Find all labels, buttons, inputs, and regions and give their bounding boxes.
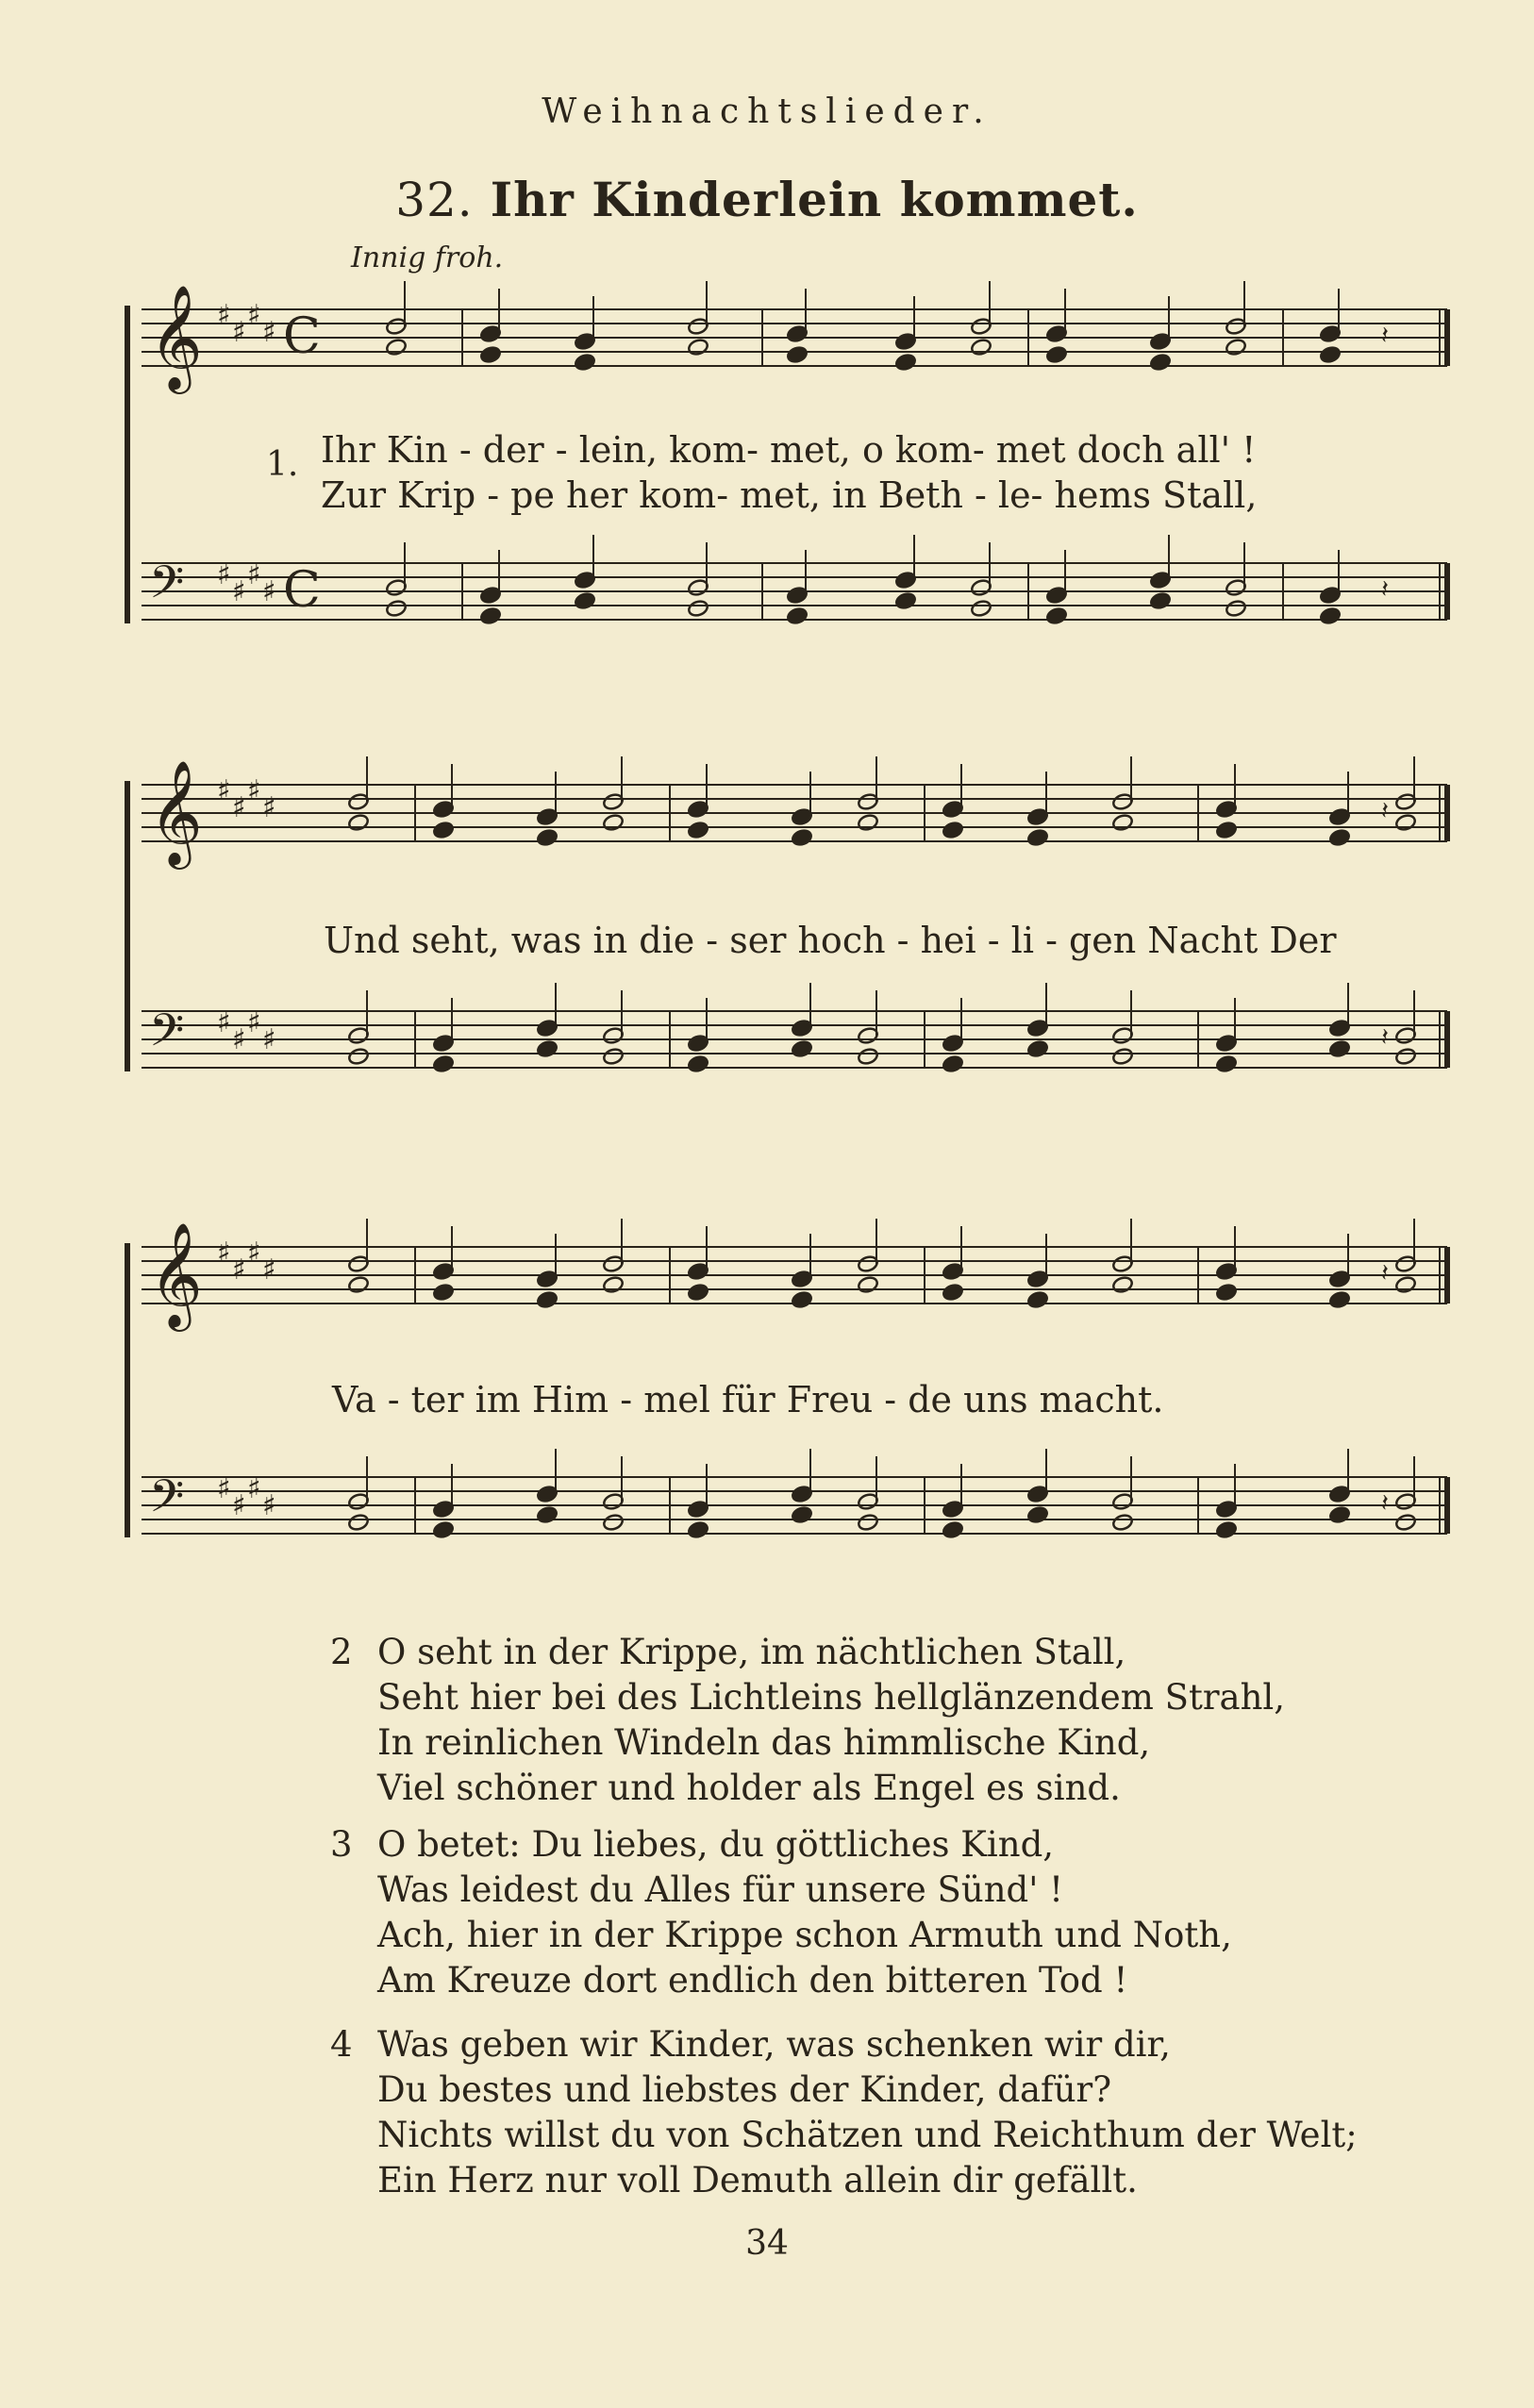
note-head bbox=[791, 828, 813, 847]
note-head bbox=[1111, 1513, 1134, 1532]
note-head bbox=[385, 599, 408, 618]
sharp-icon: ♯ bbox=[232, 1489, 246, 1522]
note-head bbox=[602, 1047, 625, 1066]
note-head bbox=[894, 591, 917, 610]
note-head bbox=[479, 345, 502, 364]
sharp-icon: ♯ bbox=[217, 299, 231, 332]
note-head bbox=[536, 1505, 559, 1524]
sharp-icon: ♯ bbox=[247, 774, 261, 807]
note-head bbox=[1215, 821, 1238, 839]
note-head bbox=[1215, 1520, 1238, 1539]
stanza-line: Nichts willst du von Schätzen und Reichthum der Welt; bbox=[377, 2115, 1358, 2155]
rest-icon: 𝄽 bbox=[1381, 322, 1389, 350]
note-head bbox=[1394, 1047, 1417, 1066]
note-head bbox=[791, 1039, 813, 1058]
rest-icon: 𝄽 bbox=[1381, 1489, 1389, 1518]
rest-icon: 𝄽 bbox=[1381, 1259, 1389, 1287]
note-head bbox=[1394, 813, 1417, 832]
bass-clef-icon: 𝄢 bbox=[149, 556, 185, 620]
stanza-line: In reinlichen Windeln das himmlische Kind, bbox=[377, 1722, 1151, 1763]
note-head bbox=[1026, 1039, 1049, 1058]
note-head bbox=[687, 821, 709, 839]
note-head bbox=[347, 813, 370, 832]
sharp-icon: ♯ bbox=[217, 774, 231, 807]
stanza-line: Am Kreuze dort endlich den bitteren Tod ! bbox=[377, 1960, 1128, 2001]
page-number: 34 bbox=[745, 2224, 789, 2263]
note-head bbox=[385, 338, 408, 357]
sharp-icon: ♯ bbox=[232, 791, 246, 824]
sharp-icon: ♯ bbox=[262, 1489, 276, 1522]
sharp-icon: ♯ bbox=[247, 558, 261, 591]
note-head bbox=[687, 599, 709, 618]
note-head bbox=[1215, 1283, 1238, 1302]
note-head bbox=[857, 1047, 879, 1066]
tempo-marking: Innig froh. bbox=[351, 241, 504, 274]
note-head bbox=[602, 1275, 625, 1294]
note-head bbox=[1328, 828, 1351, 847]
treble-clef-icon: 𝄞 bbox=[149, 284, 203, 390]
sharp-icon: ♯ bbox=[247, 299, 261, 332]
note-head bbox=[791, 1505, 813, 1524]
note-head bbox=[1328, 1505, 1351, 1524]
note-head bbox=[942, 821, 964, 839]
note-head bbox=[1225, 599, 1247, 618]
note-head bbox=[602, 813, 625, 832]
stanza-line: Seht hier bei des Lichtleins hellglänzendem Strahl, bbox=[377, 1677, 1286, 1718]
bass-clef-icon: 𝄢 bbox=[149, 1470, 185, 1534]
note-head bbox=[1026, 1290, 1049, 1309]
note-head bbox=[536, 828, 559, 847]
note-head bbox=[479, 606, 502, 625]
common-time-icon: C bbox=[283, 562, 321, 619]
note-head bbox=[857, 813, 879, 832]
note-head bbox=[1149, 591, 1172, 610]
sharp-icon: ♯ bbox=[247, 1237, 261, 1270]
note-head bbox=[857, 1275, 879, 1294]
running-head: Weihnachtslieder. bbox=[542, 92, 992, 131]
note-head bbox=[970, 599, 992, 618]
note-head bbox=[857, 1513, 879, 1532]
stanza-2 bbox=[330, 1630, 1368, 1811]
note-head bbox=[347, 1275, 370, 1294]
note-head bbox=[536, 1290, 559, 1309]
note-head bbox=[1045, 606, 1068, 625]
note-head bbox=[1328, 1290, 1351, 1309]
note-head bbox=[1026, 1505, 1049, 1524]
note-head bbox=[432, 1283, 455, 1302]
note-head bbox=[1319, 345, 1342, 364]
note-head bbox=[942, 1283, 964, 1302]
stanza-line: Du bestes und liebstes der Kinder, dafür? bbox=[377, 2069, 1112, 2110]
sharp-icon: ♯ bbox=[217, 1472, 231, 1505]
note-head bbox=[1026, 828, 1049, 847]
note-head bbox=[574, 353, 596, 372]
note-head bbox=[687, 338, 709, 357]
stanza-3 bbox=[330, 1822, 1368, 2003]
sharp-icon: ♯ bbox=[217, 1237, 231, 1270]
note-head bbox=[1111, 1047, 1134, 1066]
note-head bbox=[786, 345, 809, 364]
treble-clef-icon: 𝄞 bbox=[149, 1221, 203, 1327]
stanza-4 bbox=[330, 2022, 1415, 2203]
sharp-icon: ♯ bbox=[247, 1006, 261, 1039]
stanza-number: 3 bbox=[330, 1824, 353, 1865]
note-head bbox=[687, 1283, 709, 1302]
note-head bbox=[1111, 1275, 1134, 1294]
stanza-number: 2 bbox=[330, 1632, 353, 1672]
note-head bbox=[1319, 606, 1342, 625]
note-head bbox=[347, 1047, 370, 1066]
note-head bbox=[1111, 813, 1134, 832]
lyrics-line-1: Ihr Kin - der - lein, kom- met, o kom- met doch all' ! bbox=[321, 429, 1257, 471]
note-head bbox=[432, 1055, 455, 1073]
sharp-icon: ♯ bbox=[262, 791, 276, 824]
note-head bbox=[432, 821, 455, 839]
stanza-line: Viel schöner und holder als Engel es sind. bbox=[377, 1768, 1121, 1808]
note-head bbox=[1225, 338, 1247, 357]
rest-icon: 𝄽 bbox=[1381, 797, 1389, 825]
note-head bbox=[791, 1290, 813, 1309]
note-head bbox=[1328, 1039, 1351, 1058]
stanza-line: Ach, hier in der Krippe schon Armuth und Noth, bbox=[377, 1915, 1232, 1955]
sharp-icon: ♯ bbox=[232, 1023, 246, 1056]
song-number: 32. bbox=[395, 173, 474, 227]
note-head bbox=[602, 1513, 625, 1532]
note-head bbox=[942, 1520, 964, 1539]
stanza-line: Was leidest du Alles für unsere Sünd' ! bbox=[377, 1869, 1064, 1910]
rest-icon: 𝄽 bbox=[1381, 1023, 1389, 1052]
sharp-icon: ♯ bbox=[247, 1472, 261, 1505]
note-head bbox=[432, 1520, 455, 1539]
note-head bbox=[347, 1513, 370, 1532]
note-head bbox=[894, 353, 917, 372]
verse-number: 1. bbox=[266, 445, 299, 484]
note-head bbox=[1215, 1055, 1238, 1073]
sharp-icon: ♯ bbox=[262, 316, 276, 349]
note-head bbox=[1394, 1513, 1417, 1532]
stanza-line: Was geben wir Kinder, was schenken wir dir, bbox=[377, 2024, 1171, 2065]
song-title-text: Ihr Kinderlein kommet. bbox=[490, 172, 1139, 227]
bass-clef-icon: 𝄢 bbox=[149, 1004, 185, 1068]
stanza-number: 4 bbox=[330, 2024, 353, 2065]
note-head bbox=[786, 606, 809, 625]
sharp-icon: ♯ bbox=[262, 1023, 276, 1056]
note-head bbox=[1045, 345, 1068, 364]
lyrics-system-2: Und seht, was in die - ser hoch - hei - li - gen Nacht Der bbox=[324, 920, 1337, 961]
stanza-line: O betet: Du liebes, du göttliches Kind, bbox=[377, 1824, 1055, 1865]
stanza-line: O seht in der Krippe, im nächtlichen Stall, bbox=[377, 1632, 1126, 1672]
lyrics-system-3: Va - ter im Him - mel für Freu - de uns macht. bbox=[332, 1379, 1164, 1420]
sharp-icon: ♯ bbox=[232, 1254, 246, 1287]
treble-clef-icon: 𝄞 bbox=[149, 759, 203, 865]
note-head bbox=[687, 1520, 709, 1539]
rest-icon: 𝄽 bbox=[1381, 575, 1389, 604]
lyrics-line-2: Zur Krip - pe her kom- met, in Beth - le- hems Stall, bbox=[321, 474, 1258, 516]
sharp-icon: ♯ bbox=[217, 558, 231, 591]
sharp-icon: ♯ bbox=[232, 316, 246, 349]
note-head bbox=[574, 591, 596, 610]
stanza-line: Ein Herz nur voll Demuth allein dir gefällt. bbox=[377, 2160, 1138, 2200]
sharp-icon: ♯ bbox=[232, 575, 246, 608]
sharp-icon: ♯ bbox=[262, 575, 276, 608]
note-head bbox=[536, 1039, 559, 1058]
sharp-icon: ♯ bbox=[262, 1254, 276, 1287]
note-head bbox=[970, 338, 992, 357]
note-head bbox=[942, 1055, 964, 1073]
note-head bbox=[687, 1055, 709, 1073]
note-head bbox=[1394, 1275, 1417, 1294]
sharp-icon: ♯ bbox=[217, 1006, 231, 1039]
common-time-icon: C bbox=[283, 308, 321, 365]
note-head bbox=[1149, 353, 1172, 372]
